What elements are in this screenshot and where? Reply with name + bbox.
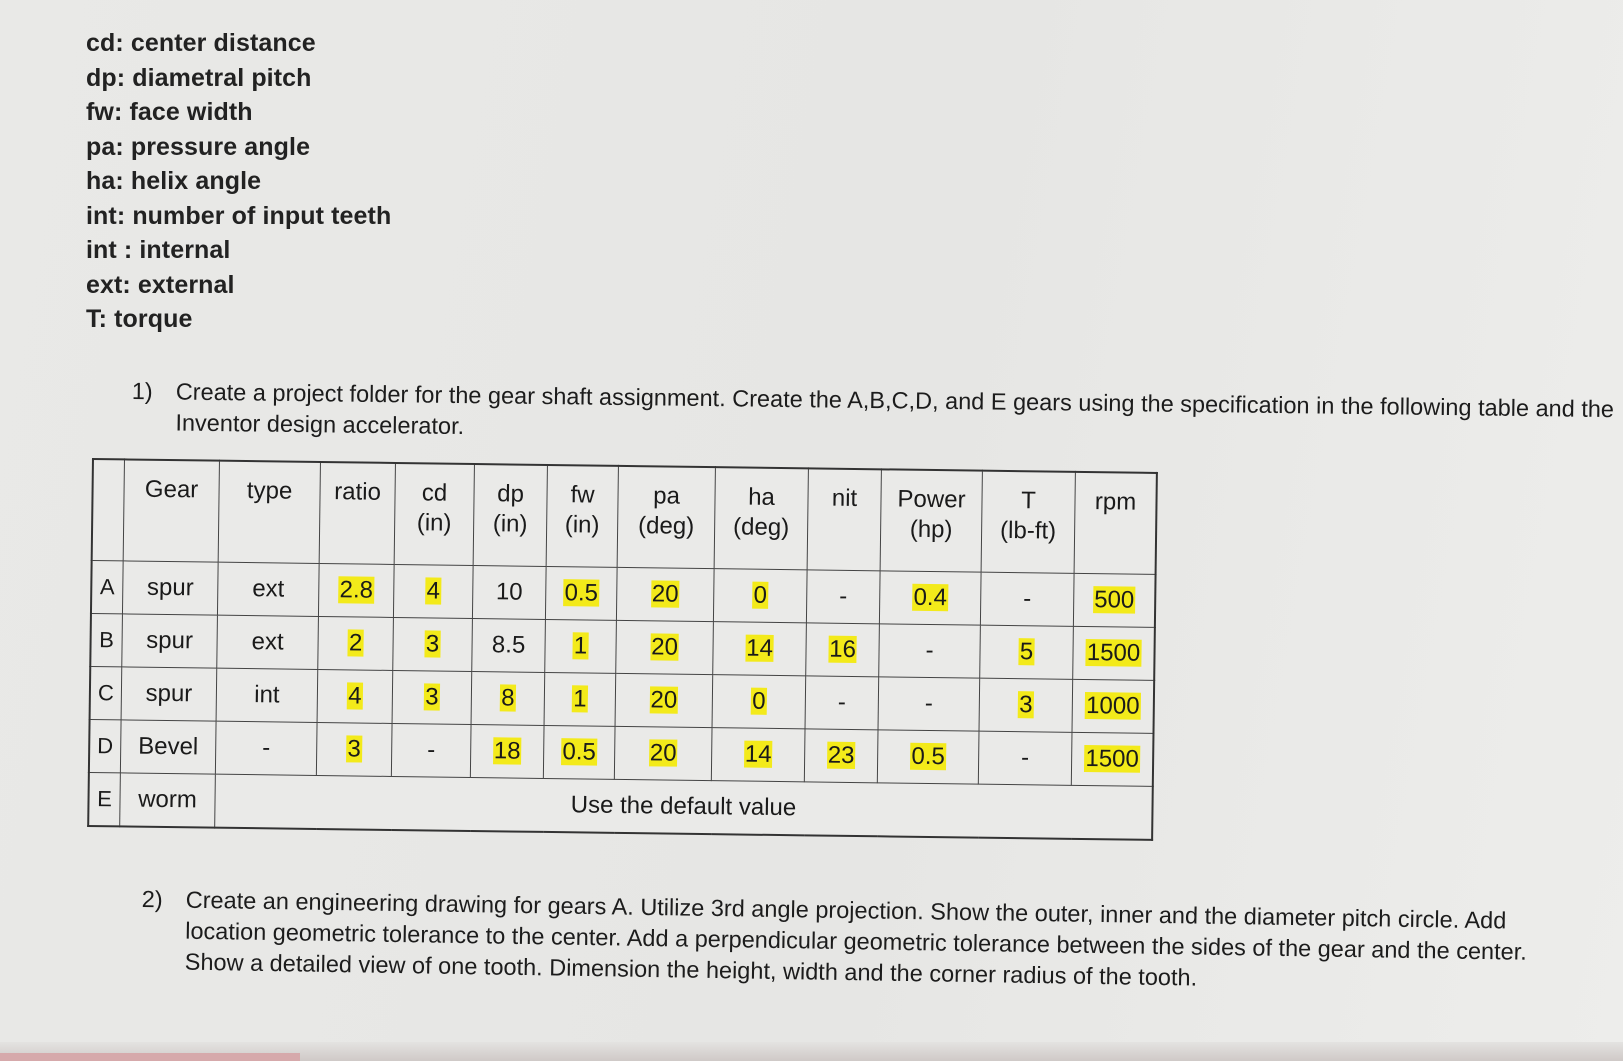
column-header-cd	[394, 463, 474, 566]
cell-value: 10	[495, 578, 523, 606]
cell-value: spur	[146, 626, 194, 655]
definition-item: dp: diametral pitch	[86, 63, 312, 92]
cell-ratio	[318, 563, 394, 617]
definition-item: fw: face width	[86, 98, 253, 126]
task-2	[141, 884, 1562, 991]
cell-gear	[122, 614, 218, 668]
definition-item: ext: external	[86, 270, 235, 299]
cell-value: 20	[650, 686, 678, 714]
column-header-rpm	[1074, 472, 1157, 575]
cell-ha	[713, 569, 807, 623]
cell-value: ext	[252, 575, 285, 603]
column-header-ha	[714, 467, 808, 570]
cell-value: 8	[501, 684, 515, 712]
header-text: pa	[653, 482, 681, 510]
cell-value: -	[1020, 744, 1030, 772]
cell-cd	[392, 670, 472, 724]
cell-dp	[472, 565, 546, 619]
definition-item: int: number of input teeth	[86, 201, 392, 230]
cell-value: 0.4	[913, 583, 948, 612]
cell-value: 5	[1019, 638, 1034, 666]
default-value-note: Use the default value	[215, 774, 1153, 840]
column-header-fw	[546, 465, 618, 567]
cell-ha	[713, 622, 807, 676]
cell-value: 18	[493, 737, 521, 765]
cell-nit	[804, 729, 878, 783]
cell-value: 16	[829, 635, 857, 664]
header-text: nit	[831, 484, 858, 513]
cell-value: 3	[347, 735, 362, 763]
header-text: Power	[897, 485, 966, 514]
cell-nit	[806, 570, 880, 624]
header-text: type	[246, 477, 293, 505]
cell-fw	[543, 725, 615, 779]
cell-rpm	[1073, 626, 1155, 680]
header-text: (in)	[564, 511, 600, 539]
header-text: Gear	[144, 475, 199, 504]
cell-type	[217, 562, 319, 616]
definitions-list	[86, 26, 391, 337]
cell-value: 1000	[1085, 692, 1140, 720]
cell-value: 14	[746, 634, 774, 662]
cell-pa	[616, 567, 714, 621]
cell-dp	[471, 671, 545, 725]
cell-value: spur	[146, 573, 194, 602]
cell-cd	[391, 723, 471, 777]
cell-value: 20	[651, 633, 679, 661]
row-label: D	[89, 719, 121, 772]
cell-value: 2	[348, 629, 363, 657]
cell-ha	[712, 675, 806, 729]
header-text: (deg)	[732, 513, 790, 542]
cell-value: 4	[348, 682, 362, 710]
cell-value: 3	[425, 630, 440, 658]
cell-value: 0	[752, 687, 766, 715]
definition-item: int : internal	[86, 236, 231, 264]
cell-dp	[470, 724, 544, 778]
cell-power	[877, 730, 979, 784]
definition-item: cd: center distance	[86, 29, 316, 57]
cell-value: -	[924, 689, 934, 718]
cell-pa	[616, 620, 714, 674]
header-text: (deg)	[637, 512, 695, 540]
definition-item: ha: helix angle	[86, 167, 262, 195]
cell-nit	[805, 676, 879, 730]
row-label: E	[88, 772, 120, 826]
cell-value: -	[839, 582, 848, 610]
cell-value: -	[837, 688, 847, 716]
cell-value: 1500	[1085, 745, 1140, 773]
header-text: (hp)	[909, 515, 953, 544]
gear-spec-table	[87, 458, 1158, 841]
cell-nit	[806, 623, 880, 677]
cell-value: 0	[753, 581, 768, 609]
cell-fw	[544, 672, 616, 726]
cell-ratio	[317, 669, 393, 723]
column-header-dp	[473, 464, 547, 566]
cell-value: 2.8	[339, 576, 374, 604]
definition-item: pa: pressure angle	[86, 132, 311, 161]
cell-fw	[545, 566, 617, 620]
cell-ratio	[316, 722, 392, 776]
cell-value: 0.5	[911, 742, 946, 771]
cell-dp	[472, 618, 546, 672]
header-text: (lb-ft)	[999, 516, 1057, 545]
task-number: 2)	[141, 885, 163, 913]
header-text: ha	[748, 483, 776, 511]
row-label: B	[90, 613, 122, 666]
header-text: dp	[497, 480, 525, 508]
cell-gear	[122, 561, 218, 615]
cell-torque	[979, 678, 1073, 732]
cell-type	[215, 721, 317, 775]
cell-torque	[980, 572, 1074, 626]
column-header-corner	[92, 459, 125, 561]
cell-value: -	[262, 734, 271, 762]
cell-value: ext	[251, 628, 284, 656]
cell-rpm	[1071, 732, 1153, 786]
cell-type	[216, 668, 318, 722]
header-text: T	[1021, 487, 1037, 515]
cell-gear	[120, 720, 216, 774]
table-header-row	[92, 459, 1157, 574]
header-text: (in)	[492, 510, 528, 538]
header-text: (in)	[416, 509, 452, 537]
cell-power	[879, 571, 981, 625]
cell-value: 500	[1094, 586, 1135, 614]
cell-value: 14	[744, 740, 772, 768]
cell-cd	[393, 617, 473, 671]
cell-fw	[545, 619, 617, 673]
cell-gear	[121, 667, 217, 721]
cell-value: 0.5	[562, 738, 597, 766]
header-text: ratio	[334, 478, 382, 506]
column-header-ratio	[319, 462, 395, 564]
cell-pa	[614, 726, 712, 780]
cell-value: 0.5	[564, 579, 599, 607]
cell-value: 3	[1018, 691, 1033, 719]
cell-value: spur	[145, 679, 193, 708]
task-text: Create a project folder for the gear shaft assignment. Create the A,B,C,D, and E gears using the specification in the following table and the Inventor design accelerator.	[175, 378, 1615, 440]
cell-pa	[615, 673, 713, 727]
page-bottom-edge	[0, 1053, 300, 1061]
cell-rpm	[1073, 573, 1155, 627]
cell-value: -	[427, 736, 436, 764]
cell-value: int	[254, 681, 280, 709]
cell-gear: worm	[120, 773, 216, 828]
column-header-type	[218, 461, 320, 564]
gear-spec-table-wrapper	[87, 458, 1158, 841]
table-body	[88, 561, 1155, 840]
header-text: cd	[421, 479, 448, 507]
header-text: fw	[570, 481, 595, 509]
task-1	[131, 376, 1615, 440]
cell-value: 8.5	[491, 631, 526, 659]
cell-value: 4	[426, 577, 441, 605]
cell-torque	[978, 731, 1072, 785]
column-header-torque	[981, 471, 1075, 574]
column-header-pa	[617, 466, 715, 569]
cell-ratio	[318, 616, 394, 670]
cell-torque	[980, 625, 1074, 679]
cell-value: -	[1023, 585, 1032, 613]
cell-ha	[711, 728, 805, 782]
header-text: rpm	[1094, 488, 1137, 516]
cell-power	[878, 677, 980, 731]
task-text: Create an engineering drawing for gears A. Utilize 3rd angle projection. Show the outer, inner and the diameter pitch circle. Add location geometric tolerance to the center. Add a perpendicular geometric tolerance between the sides of the gear and the center. Show a detailed view of one tooth. Dimension the height, width and the corner radius of the tooth.	[184, 886, 1527, 991]
cell-value: Bevel	[138, 732, 199, 761]
column-header-gear	[123, 459, 219, 562]
cell-value: 20	[649, 739, 677, 767]
cell-value: 1500	[1086, 639, 1141, 667]
cell-power	[879, 624, 981, 678]
cell-value: 20	[651, 580, 679, 608]
definition-item: T: torque	[86, 305, 193, 333]
cell-rpm	[1072, 679, 1154, 733]
cell-value: 3	[425, 683, 439, 711]
column-header-power	[880, 469, 982, 572]
cell-value: -	[925, 636, 934, 665]
task-number: 1)	[131, 377, 153, 405]
row-label: C	[90, 666, 122, 719]
cell-type	[217, 615, 319, 669]
cell-value: 23	[827, 741, 855, 770]
cell-cd	[393, 564, 473, 618]
column-header-nit	[807, 468, 881, 570]
cell-value: 1	[573, 632, 588, 660]
row-label: A	[91, 561, 123, 614]
cell-value: 1	[573, 685, 587, 713]
